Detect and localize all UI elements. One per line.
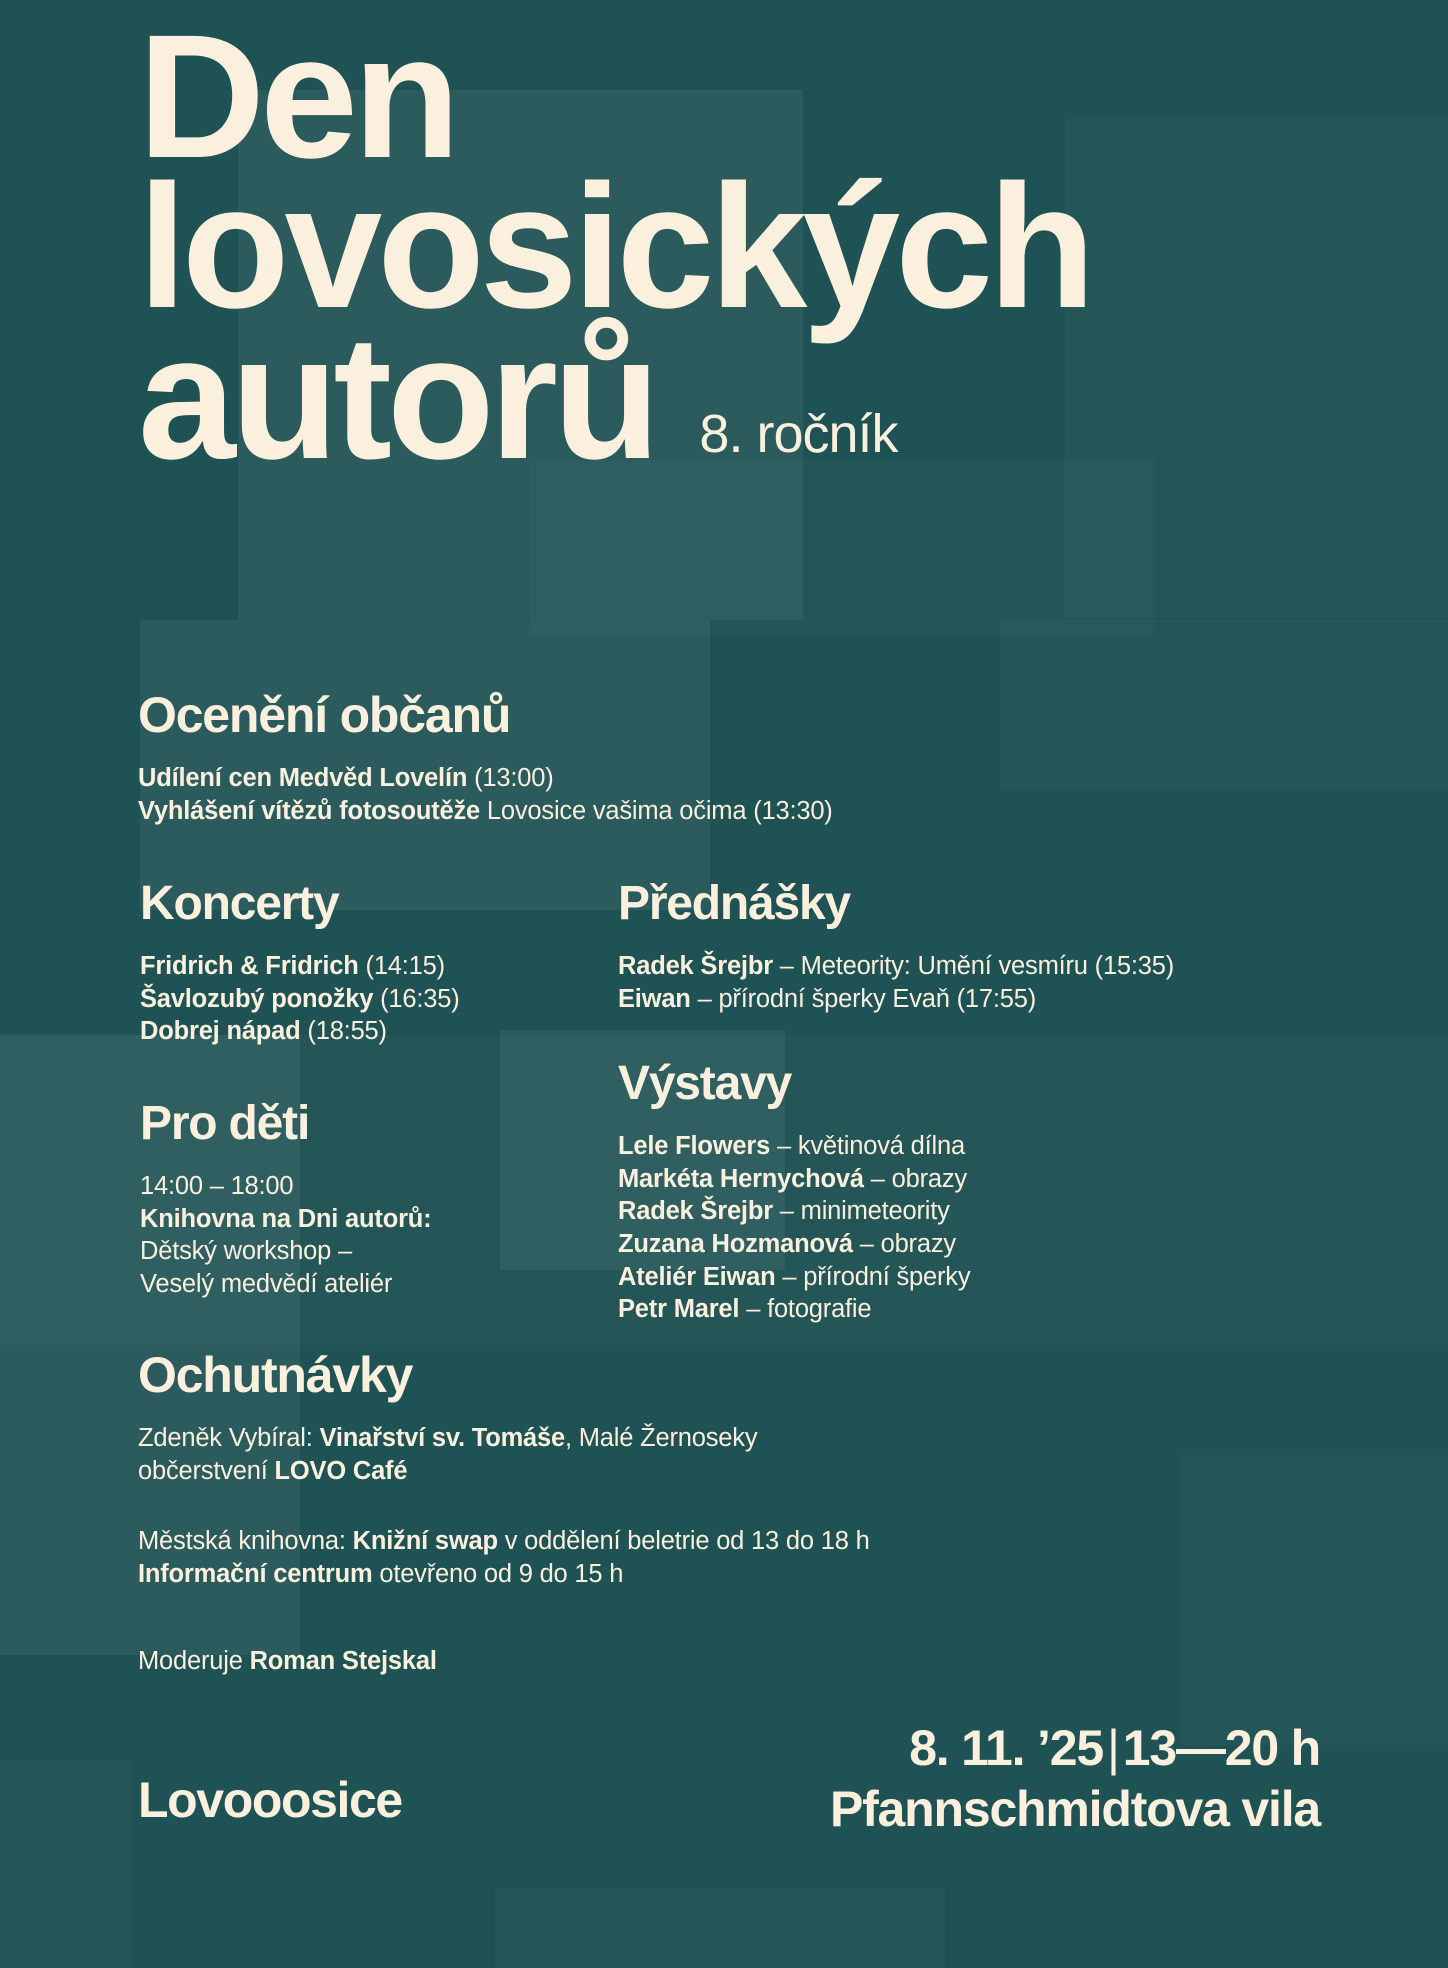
koncerty-item-0-rest: (14:15): [358, 952, 445, 980]
koncerty-item: [140, 1015, 460, 1048]
footer-time: 13—20 h: [1122, 1720, 1320, 1776]
section-koncerty-heading: Koncerty: [140, 877, 339, 930]
section-ochutnavky-heading: Ochutnávky: [138, 1347, 413, 1403]
koncerty-item-2-bold: Dobrej nápad: [140, 1017, 301, 1046]
ochutnavky-item-0-rest: , Malé Žernoseky: [565, 1424, 758, 1452]
ochutnavky-item: [138, 1422, 757, 1455]
oceneni-item: [138, 795, 833, 828]
koncerty-item-1-bold: Šavlozubý ponožky: [140, 984, 374, 1013]
vystavy-item: [618, 1130, 970, 1163]
city-logo: Lovooosice: [138, 1772, 402, 1828]
title-line-3-row: [138, 299, 1318, 496]
prodeti-detail-line-1: Dětský workshop –: [140, 1237, 353, 1266]
moderuje-pre: Moderuje: [138, 1647, 250, 1675]
section-vystavy-heading: Výstavy: [618, 1057, 792, 1110]
poster-title: [138, 0, 1318, 496]
ochutnavky-item-1-bold: LOVO Café: [274, 1456, 408, 1485]
vystavy-item: [618, 1293, 970, 1326]
vystavy-item-1-bold: Markéta Hernychová: [618, 1164, 864, 1193]
prednasky-item-1-rest: – přírodní šperky Evaň (17:55): [690, 984, 1036, 1013]
vystavy-item-0-rest: – květinová dílna: [770, 1132, 965, 1160]
prednasky-item-1-bold: Eiwan: [618, 984, 691, 1013]
prednasky-item-0-bold: Radek Šrejbr: [618, 952, 773, 980]
prednasky-item-0-rest: – Meteority: Umění vesmíru (15:35): [772, 952, 1175, 980]
vystavy-item-0-bold: Lele Flowers: [618, 1132, 771, 1160]
knihovna-item: [138, 1558, 870, 1591]
knihovna-item-0-pre: Městská knihovna:: [138, 1527, 353, 1555]
knihovna-item-1-bold: Informační centrum: [138, 1559, 373, 1588]
oceneni-item: [138, 762, 833, 795]
prednasky-item: [618, 950, 1174, 983]
vystavy-item-4-bold: Ateliér Eiwan: [618, 1262, 776, 1291]
footer-date-time-row: [830, 1718, 1320, 1779]
title-line-1: Den: [138, 0, 456, 195]
vystavy-item-5-rest: – fotografie: [739, 1295, 872, 1324]
ochutnavky-item-0-pre: Zdeněk Vybíral:: [138, 1424, 320, 1452]
knihovna-item: [138, 1525, 870, 1558]
oceneni-item-1-bold: Vyhlášení vítězů fotosoutěže: [138, 796, 481, 825]
oceneni-item-0-bold: Udílení cen Medvěd Lovelín: [138, 764, 468, 792]
title-line-2: lovosických: [138, 149, 1091, 346]
bg-block-11: [0, 1760, 130, 1968]
section-prodeti: [140, 1097, 432, 1301]
knihovna-item-1-rest: otevřeno od 9 do 15 h: [372, 1559, 624, 1588]
title-line-3: autorů: [138, 299, 656, 496]
bg-block-5: [1000, 620, 1448, 790]
footer-separator: |: [1106, 1720, 1119, 1776]
section-moderuje: [138, 1645, 437, 1678]
ochutnavky-item-0-bold: Vinařství sv. Tomáše: [319, 1424, 565, 1452]
vystavy-item: [618, 1163, 970, 1196]
section-oceneni-heading: Ocenění občanů: [138, 687, 511, 743]
vystavy-item-1-rest: – obrazy: [863, 1164, 967, 1193]
koncerty-item-2-rest: (18:55): [300, 1017, 387, 1046]
prodeti-subheading-text: Knihovna na Dni autorů:: [140, 1204, 432, 1233]
section-ochutnavky: [138, 1347, 758, 1487]
prodeti-time: 14:00 – 18:00: [140, 1172, 294, 1200]
section-knihovna: [138, 1525, 870, 1590]
section-vystavy: [618, 1057, 971, 1326]
section-koncerty: [140, 877, 460, 1048]
koncerty-item: [140, 983, 460, 1016]
ochutnavky-item: [138, 1455, 757, 1488]
moderuje-name: Roman Stejskal: [249, 1647, 437, 1675]
title-heading: [138, 0, 1318, 496]
oceneni-item-1-rest: Lovosice vašima očima (13:30): [480, 796, 833, 825]
vystavy-item: [618, 1228, 970, 1261]
footer-event-details: [830, 1718, 1320, 1840]
section-oceneni: [138, 687, 833, 827]
oceneni-item-0-rest: (13:00): [467, 764, 554, 792]
section-prednasky: [618, 877, 1175, 1015]
moderuje-line: [138, 1645, 437, 1678]
prodeti-detail-line-2: Veselý medvědí ateliér: [140, 1269, 393, 1298]
section-prednasky-heading: Přednášky: [618, 877, 851, 930]
bg-block-10: [495, 1888, 945, 1968]
koncerty-item-0-bold: Fridrich & Fridrich: [140, 952, 359, 980]
vystavy-item-4-rest: – přírodní šperky: [775, 1262, 971, 1291]
footer-venue: Pfannschmidtova vila: [829, 1781, 1320, 1837]
knihovna-item-0-rest: v oddělení beletrie od 13 do 18 h: [497, 1527, 870, 1555]
vystavy-item: [618, 1261, 970, 1294]
footer-date: 8. 11. ’25: [909, 1720, 1103, 1776]
koncerty-item-1-rest: (16:35): [373, 984, 460, 1013]
edition-label: 8. ročník: [699, 403, 898, 464]
ochutnavky-item-1-pre: občerstvení: [138, 1456, 275, 1485]
section-prodeti-heading: Pro děti: [140, 1097, 310, 1150]
vystavy-item: [618, 1195, 970, 1228]
prodeti-subheading: [140, 1203, 431, 1236]
vystavy-item-5-bold: Petr Marel: [618, 1295, 740, 1324]
bg-block-9: [1180, 1455, 1448, 1745]
vystavy-item-2-rest: – minimeteority: [772, 1197, 950, 1226]
koncerty-item: [140, 950, 460, 983]
vystavy-item-3-rest: – obrazy: [852, 1229, 956, 1258]
vystavy-item-2-bold: Radek Šrejbr: [618, 1197, 773, 1226]
vystavy-item-3-bold: Zuzana Hozmanová: [618, 1229, 853, 1258]
knihovna-item-0-bold: Knižní swap: [352, 1527, 498, 1555]
prednasky-item: [618, 983, 1174, 1016]
